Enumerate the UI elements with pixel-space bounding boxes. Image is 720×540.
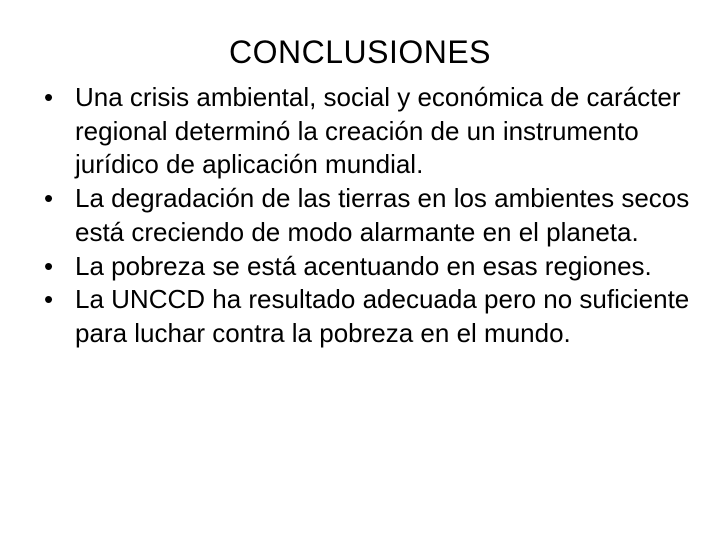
- bullet-icon: •: [44, 82, 54, 112]
- bullet-text: La pobreza se está acentuando en esas regiones.: [75, 250, 652, 281]
- bullet-icon: •: [44, 250, 54, 281]
- slide-title: CONCLUSIONES: [228, 34, 492, 70]
- list-item: [44, 182, 694, 249]
- list-item: [44, 250, 694, 284]
- bullet-text: Una crisis ambiental, social y económica de carácter regional determinó la creación de un instrumento jurídico de aplicación mundial.: [75, 82, 681, 180]
- conclusions-list: [44, 81, 694, 351]
- bullet-text: La degradación de las tierras en los ambientes secos está creciendo de modo alarmante en el planeta.: [75, 183, 690, 247]
- bullet-text: La UNCCD ha resultado adecuada pero no suficiente para luchar contra la pobreza en el mundo.: [75, 284, 690, 348]
- list-item: [44, 81, 694, 182]
- list-item: [44, 283, 694, 350]
- bullet-icon: •: [44, 183, 54, 214]
- bullet-icon: •: [44, 284, 54, 315]
